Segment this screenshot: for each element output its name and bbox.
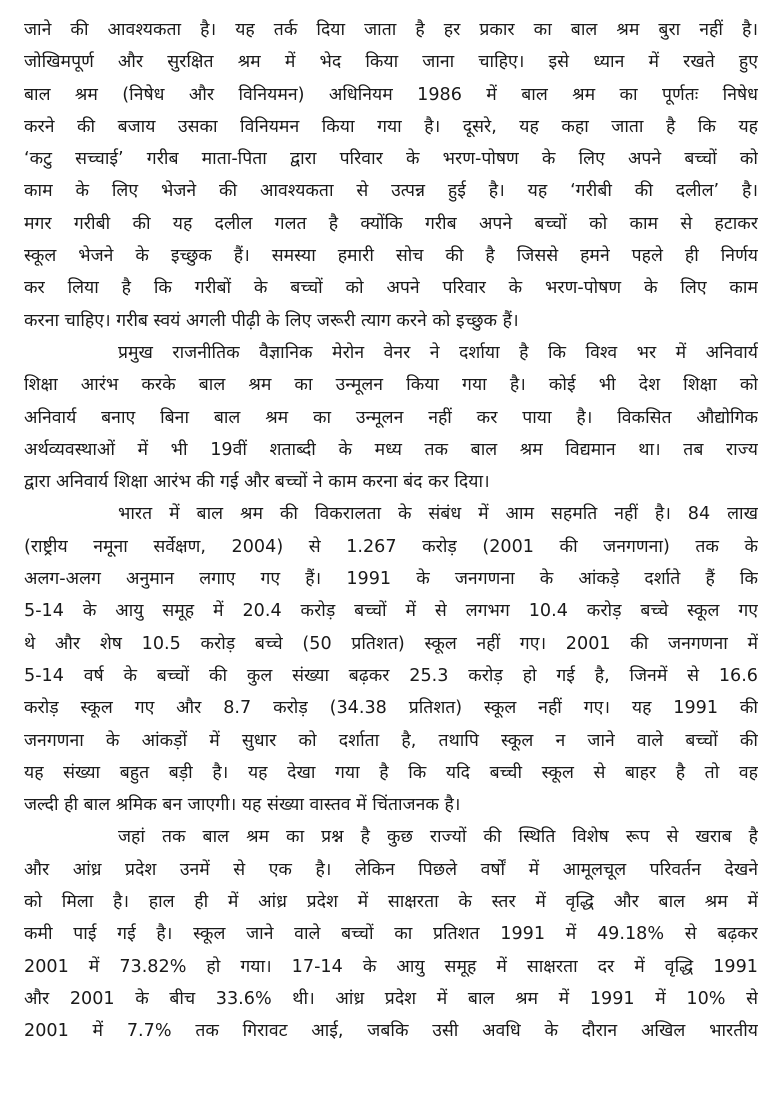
text-line: थे और शेष 10.5 करोड़ बच्चे (50 प्रतिशत) स्कूल नहीं गए। 2001 की जनगणना में xyxy=(24,633,758,654)
text-line: द्वारा अनिवार्य शिक्षा आरंभ की गई और बच्चों ने काम करना बंद कर दिया। xyxy=(24,472,490,493)
text-line: शिक्षा आरंभ करके बाल श्रम का उन्मूलन किया गया है। कोई भी देश शिक्षा को xyxy=(24,375,758,396)
text-line: अर्थव्यवस्थाओं में भी 19वीं शताब्दी के मध्य तक बाल श्रम विद्यमान था। तब राज्य xyxy=(24,439,758,460)
text-line: 2001 में 7.7% तक गिरावट आई, जबकि उसी अवधि के दौरान अखिल भारतीय xyxy=(24,1021,758,1042)
text-line: ‘कटु सच्चाई’ गरीब माता-पिता द्वारा परिवार के भरण-पोषण के लिए अपने बच्चों को xyxy=(24,149,758,170)
text-line: और 2001 के बीच 33.6% थी। आंध्र प्रदेश में बाल श्रम में 1991 में 10% से xyxy=(24,988,758,1009)
text-line: जहां तक बाल श्रम का प्रश्न है कुछ राज्यों की स्थिति विशेष रूप से खराब है xyxy=(118,827,758,848)
text-line: करोड़ स्कूल गए और 8.7 करोड़ (34.38 प्रतिशत) स्कूल नहीं गए। यह 1991 की xyxy=(24,698,758,719)
text-line: जनगणना के आंकड़ों में सुधार को दर्शाता है, तथापि स्कूल न जाने वाले बच्चों की xyxy=(24,730,758,751)
text-line: अनिवार्य बनाए बिना बाल श्रम का उन्मूलन नहीं कर पाया है। विकसित औद्योगिक xyxy=(24,407,758,428)
text-line: अलग-अलग अनुमान लगाए गए हैं। 1991 के जनगणना के आंकड़े दर्शाते हैं कि xyxy=(24,569,758,590)
text-line: कर लिया है कि गरीबों के बच्चों को अपने परिवार के भरण-पोषण के लिए काम xyxy=(24,278,758,299)
text-line: यह संख्या बहुत बड़ी है। यह देखा गया है कि यदि बच्ची स्कूल से बाहर है तो वह xyxy=(24,762,758,783)
body-text xyxy=(24,14,758,1048)
paragraph xyxy=(24,337,758,498)
text-line: और आंध्र प्रदेश उनमें से एक है। लेकिन पिछले वर्षों में आमूलचूल परिवर्तन देखने xyxy=(24,859,758,880)
text-line: बाल श्रम (निषेध और विनियमन) अधिनियम 1986 में बाल श्रम का पूर्णतः निषेध xyxy=(24,84,758,105)
text-line: स्कूल भेजने के इच्छुक हैं। समस्या हमारी सोच की है जिससे हमने पहले ही निर्णय xyxy=(24,246,758,267)
text-line: भारत में बाल श्रम की विकरालता के संबंध में आम सहमति नहीं है। 84 लाख xyxy=(118,504,758,525)
text-line: को मिला है। हाल ही में आंध्र प्रदेश में साक्षरता के स्तर में वृद्धि और बाल श्रम में xyxy=(24,892,758,913)
text-line: मगर गरीबी की यह दलील गलत है क्योंकि गरीब अपने बच्चों को काम से हटाकर xyxy=(24,213,758,234)
text-line: 5-14 वर्ष के बच्चों की कुल संख्या बढ़कर 25.3 करोड़ हो गई है, जिनमें से 16.6 xyxy=(24,665,758,686)
text-line: 2001 में 73.82% हो गया। 17-14 के आयु समूह में साक्षरता दर में वृद्धि 1991 xyxy=(24,956,758,977)
text-line: कमी पाई गई है। स्कूल जाने वाले बच्चों का प्रतिशत 1991 में 49.18% से बढ़कर xyxy=(24,924,758,945)
paragraph xyxy=(24,498,758,821)
text-line: करना चाहिए। गरीब स्वयं अगली पीढ़ी के लिए जरूरी त्याग करने को इच्छुक हैं। xyxy=(24,310,519,331)
paragraph xyxy=(24,14,758,337)
text-line: (राष्ट्रीय नमूना सर्वेक्षण, 2004) से 1.267 करोड़ (2001 की जनगणना) तक के xyxy=(24,536,758,557)
text-line: करने की बजाय उसका विनियमन किया गया है। दूसरे, यह कहा जाता है कि यह xyxy=(24,116,758,137)
text-line: प्रमुख राजनीतिक वैज्ञानिक मेरोन वेनर ने दर्शाया है कि विश्व भर में अनिवार्य xyxy=(118,342,758,363)
text-line: जाने की आवश्यकता है। यह तर्क दिया जाता है हर प्रकार का बाल श्रम बुरा नहीं है। xyxy=(24,20,758,40)
text-line: 5-14 के आयु समूह में 20.4 करोड़ बच्चों में से लगभग 10.4 करोड़ बच्चे स्कूल गए xyxy=(24,601,758,622)
text-line: जोखिमपूर्ण और सुरक्षित श्रम में भेद किया जाना चाहिए। इसे ध्यान में रखते हुए xyxy=(24,52,758,73)
paragraph xyxy=(24,821,758,1047)
text-line: काम के लिए भेजने की आवश्यकता से उत्पन्न हुई है। यह ‘गरीबी की दलील’ है। xyxy=(24,181,758,202)
text-line: जल्दी ही बाल श्रमिक बन जाएगी। यह संख्या वास्तव में चिंताजनक है। xyxy=(24,795,461,816)
